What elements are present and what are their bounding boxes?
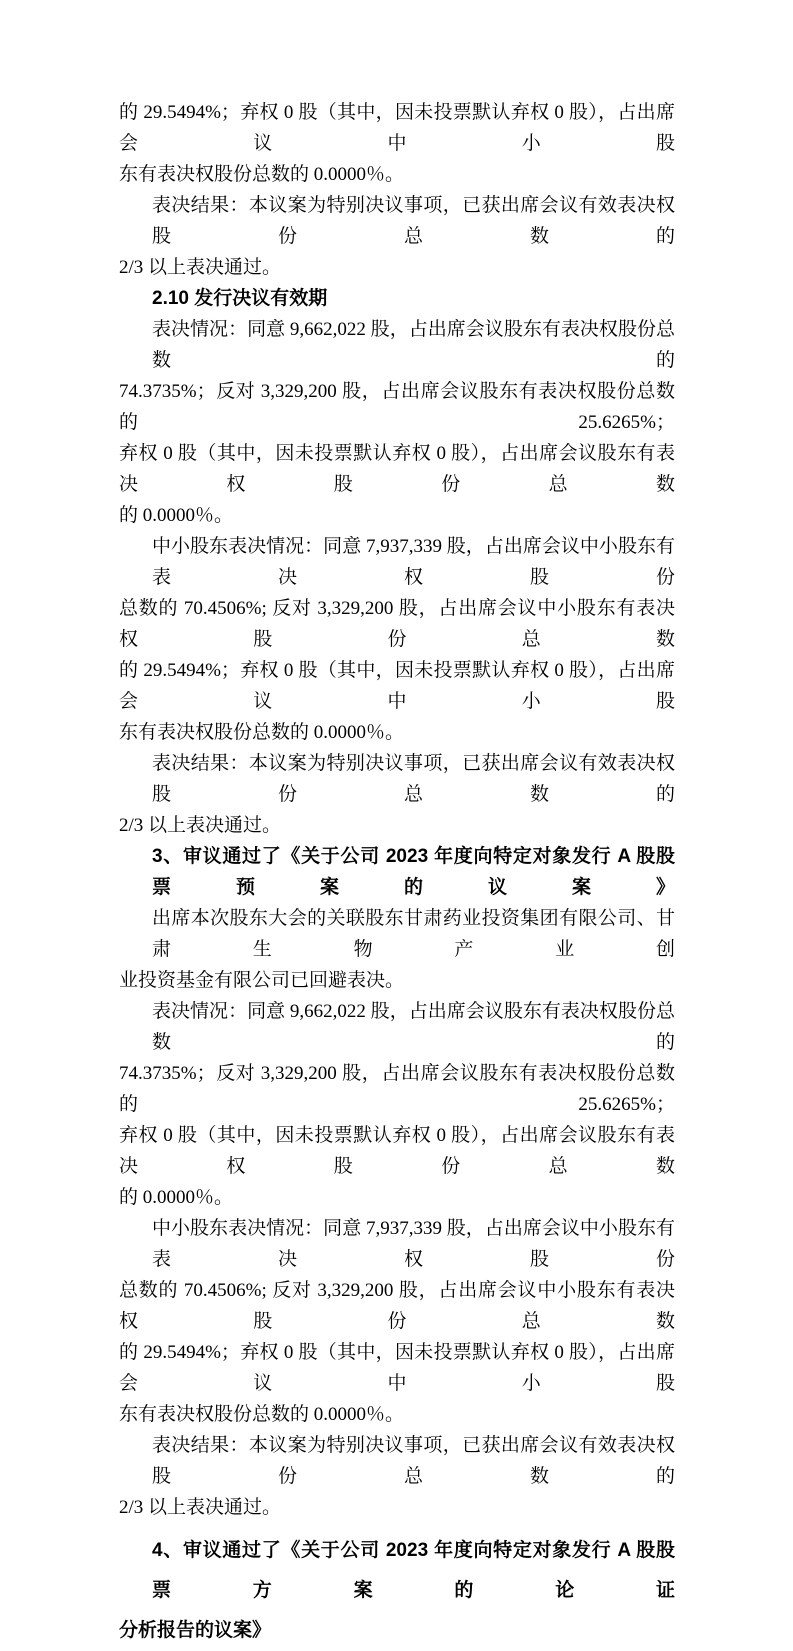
text-line: 中小股东表决情况：同意 7,937,339 股，占出席会议中小股东有表决权股份	[152, 536, 675, 588]
text-line: 东有表决权股份总数的 0.0000％。	[119, 722, 405, 743]
text-line: 弃权 0 股（其中，因未投票默认弃权 0 股），占出席会议股东有表决权股份总数	[119, 1125, 675, 1177]
text-line: 表决情况：同意 9,662,022 股，占出席会议股东有表决权股份总数的	[152, 1001, 675, 1053]
text-line: 的 0.0000％。	[119, 1187, 234, 1208]
text-line: 的 29.5494%；弃权 0 股（其中，因未投票默认弃权 0 股），占出席会议中小股	[119, 660, 675, 712]
text-line: 的 29.5494%；弃权 0 股（其中，因未投票默认弃权 0 股），占出席会议中小股	[119, 102, 675, 154]
text-line: 中小股东表决情况：同意 7,937,339 股，占出席会议中小股东有表决权股份	[152, 1218, 675, 1270]
text-line: 总数的 70.4506%; 反对 3,329,200 股，占出席会议中小股东有表决权股份总数	[119, 1280, 675, 1332]
text-line: 2/3 以上表决通过。	[119, 257, 282, 278]
document-content	[119, 97, 675, 1651]
text-line: 弃权 0 股（其中，因未投票默认弃权 0 股），占出席会议股东有表决权股份总数	[119, 443, 675, 495]
section-2-10-heading: 2.10 发行决议有效期	[152, 288, 328, 309]
section-4-heading-continued: 分析报告的议案》	[119, 1620, 272, 1641]
text-line: 表决结果：本议案为特别决议事项，已获出席会议有效表决权股份总数的	[152, 1435, 675, 1487]
text-line: 东有表决权股份总数的 0.0000％。	[119, 164, 405, 185]
text-line: 总数的 70.4506%; 反对 3,329,200 股，占出席会议中小股东有表决权股份总数	[119, 598, 675, 650]
text-line: 出席本次股东大会的关联股东甘肃药业投资集团有限公司、甘肃生物产业创	[152, 908, 675, 960]
text-line: 的 29.5494%；弃权 0 股（其中，因未投票默认弃权 0 股），占出席会议中小股	[119, 1342, 675, 1394]
text-line: 2/3 以上表决通过。	[119, 815, 282, 836]
text-line: 74.3735%；反对 3,329,200 股，占出席会议股东有表决权股份总数的 25.6265%；	[119, 381, 675, 433]
text-line: 2/3 以上表决通过。	[119, 1497, 282, 1518]
text-line: 表决结果：本议案为特别决议事项，已获出席会议有效表决权股份总数的	[152, 195, 675, 247]
section-4-heading: 4、审议通过了《关于公司 2023 年度向特定对象发行 A 股股票方案的论证	[152, 1540, 675, 1601]
text-line: 业投资基金有限公司已回避表决。	[119, 970, 405, 991]
text-line: 74.3735%；反对 3,329,200 股，占出席会议股东有表决权股份总数的 25.6265%；	[119, 1063, 675, 1115]
text-line: 表决结果：本议案为特别决议事项，已获出席会议有效表决权股份总数的	[152, 753, 675, 805]
text-line: 表决情况：同意 9,662,022 股，占出席会议股东有表决权股份总数的	[152, 319, 675, 371]
section-3-heading: 3、审议通过了《关于公司 2023 年度向特定对象发行 A 股股票预案的议案》	[152, 846, 675, 898]
text-line: 的 0.0000％。	[119, 505, 234, 526]
text-line: 东有表决权股份总数的 0.0000％。	[119, 1404, 405, 1425]
